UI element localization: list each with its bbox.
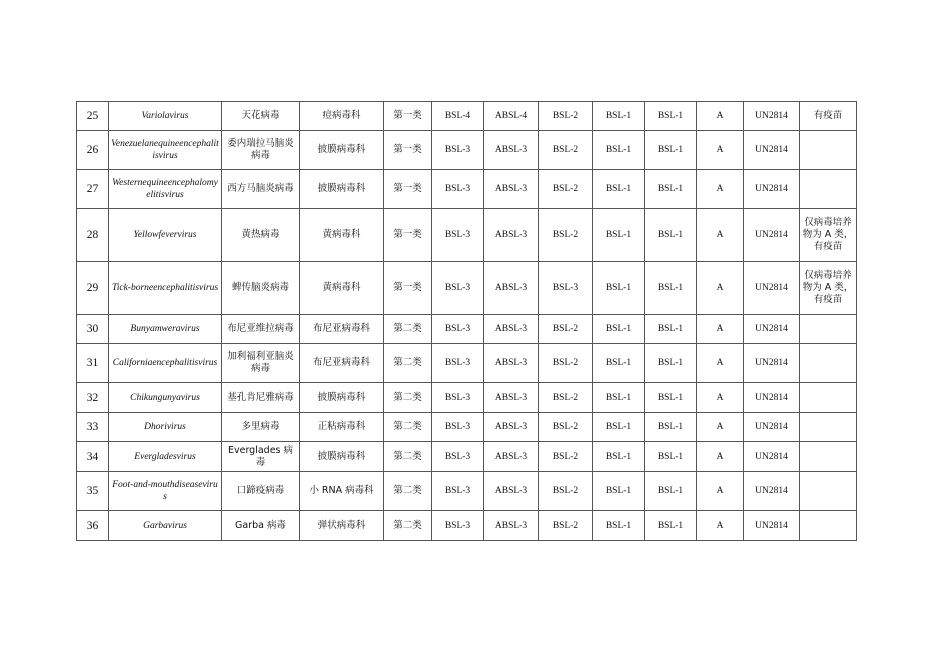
virus-family: 痘病毒科 (300, 102, 384, 131)
lab-level-inactivated: BSL-2 (539, 315, 593, 344)
virus-latin-name: Tick-borneencephalitisvirus (109, 262, 222, 315)
animal-lab-level: ABSL-3 (484, 262, 539, 315)
lab-level-other: BSL-1 (645, 170, 697, 209)
row-number: 27 (77, 170, 109, 209)
lab-level-other: BSL-1 (645, 131, 697, 170)
lab-level-culture: BSL-3 (432, 383, 484, 413)
transport-category: A (697, 511, 744, 541)
table-row (77, 511, 857, 541)
lab-level-inactivated: BSL-2 (539, 442, 593, 472)
lab-level-noninfectious: BSL-1 (593, 170, 645, 209)
lab-level-inactivated: BSL-2 (539, 511, 593, 541)
lab-level-noninfectious: BSL-1 (593, 102, 645, 131)
remarks (800, 131, 857, 170)
virus-latin-name: Chikungunyavirus (109, 383, 222, 413)
virus-latin-name: Evergladesvirus (109, 442, 222, 472)
un-number: UN2814 (744, 315, 800, 344)
row-number: 29 (77, 262, 109, 315)
lab-level-noninfectious: BSL-1 (593, 413, 645, 442)
virus-family: 黄病毒科 (300, 262, 384, 315)
lab-level-noninfectious: BSL-1 (593, 209, 645, 262)
row-number: 32 (77, 383, 109, 413)
un-number: UN2814 (744, 344, 800, 383)
lab-level-other: BSL-1 (645, 315, 697, 344)
lab-level-other: BSL-1 (645, 344, 697, 383)
lab-level-other: BSL-1 (645, 102, 697, 131)
hazard-class: 第二类 (384, 315, 432, 344)
virus-family: 黄病毒科 (300, 209, 384, 262)
hazard-class: 第二类 (384, 413, 432, 442)
transport-category: A (697, 209, 744, 262)
transport-category: A (697, 131, 744, 170)
transport-category: A (697, 102, 744, 131)
table-row (77, 102, 857, 131)
lab-level-noninfectious: BSL-1 (593, 262, 645, 315)
virus-chinese-name: 基孔肯尼雅病毒 (222, 383, 300, 413)
lab-level-culture: BSL-3 (432, 413, 484, 442)
virus-chinese-name: 加利福利亚脑炎病毒 (222, 344, 300, 383)
lab-level-other: BSL-1 (645, 413, 697, 442)
virus-family: 小 RNA 病毒科 (300, 472, 384, 511)
lab-level-inactivated: BSL-2 (539, 131, 593, 170)
lab-level-culture: BSL-3 (432, 131, 484, 170)
lab-level-inactivated: BSL-2 (539, 209, 593, 262)
virus-family: 布尼亚病毒科 (300, 315, 384, 344)
table-row (77, 262, 857, 315)
animal-lab-level: ABSL-4 (484, 102, 539, 131)
virus-chinese-name: 口蹄疫病毒 (222, 472, 300, 511)
lab-level-culture: BSL-3 (432, 442, 484, 472)
virus-family: 正粘病毒科 (300, 413, 384, 442)
row-number: 36 (77, 511, 109, 541)
hazard-class: 第二类 (384, 472, 432, 511)
lab-level-other: BSL-1 (645, 472, 697, 511)
animal-lab-level: ABSL-3 (484, 315, 539, 344)
virus-family: 披膜病毒科 (300, 170, 384, 209)
transport-category: A (697, 262, 744, 315)
table-body (77, 102, 857, 541)
hazard-class: 第一类 (384, 209, 432, 262)
remarks (800, 315, 857, 344)
row-number: 25 (77, 102, 109, 131)
transport-category: A (697, 170, 744, 209)
virus-chinese-name: 布尼亚维拉病毒 (222, 315, 300, 344)
hazard-class: 第二类 (384, 442, 432, 472)
transport-category: A (697, 344, 744, 383)
virus-chinese-name: Garba 病毒 (222, 511, 300, 541)
row-number: 33 (77, 413, 109, 442)
lab-level-inactivated: BSL-2 (539, 413, 593, 442)
transport-category: A (697, 472, 744, 511)
lab-level-inactivated: BSL-2 (539, 170, 593, 209)
virus-chinese-name: 黄热病毒 (222, 209, 300, 262)
hazard-class: 第一类 (384, 131, 432, 170)
lab-level-other: BSL-1 (645, 442, 697, 472)
lab-level-culture: BSL-3 (432, 472, 484, 511)
remarks (800, 344, 857, 383)
lab-level-inactivated: BSL-2 (539, 102, 593, 131)
animal-lab-level: ABSL-3 (484, 170, 539, 209)
pathogen-table (76, 101, 857, 541)
un-number: UN2814 (744, 170, 800, 209)
table-row (77, 131, 857, 170)
remarks: 仅病毒培养物为 A 类，有疫苗 (800, 209, 857, 262)
table-row (77, 170, 857, 209)
un-number: UN2814 (744, 262, 800, 315)
remarks: 有疫苗 (800, 102, 857, 131)
virus-latin-name: Bunyamweravirus (109, 315, 222, 344)
hazard-class: 第一类 (384, 102, 432, 131)
virus-chinese-name: 多里病毒 (222, 413, 300, 442)
row-number: 34 (77, 442, 109, 472)
row-number: 28 (77, 209, 109, 262)
row-number: 31 (77, 344, 109, 383)
un-number: UN2814 (744, 472, 800, 511)
remarks (800, 472, 857, 511)
lab-level-noninfectious: BSL-1 (593, 442, 645, 472)
table-row (77, 209, 857, 262)
lab-level-noninfectious: BSL-1 (593, 511, 645, 541)
transport-category: A (697, 442, 744, 472)
virus-chinese-name: Everglades 病毒 (222, 442, 300, 472)
virus-family: 弹状病毒科 (300, 511, 384, 541)
virus-latin-name: Californiaencephalitisvirus (109, 344, 222, 383)
remarks (800, 442, 857, 472)
lab-level-culture: BSL-3 (432, 209, 484, 262)
virus-chinese-name: 委内瑞拉马脑炎病毒 (222, 131, 300, 170)
un-number: UN2814 (744, 102, 800, 131)
un-number: UN2814 (744, 511, 800, 541)
lab-level-inactivated: BSL-2 (539, 344, 593, 383)
remarks (800, 170, 857, 209)
lab-level-culture: BSL-3 (432, 511, 484, 541)
hazard-class: 第二类 (384, 511, 432, 541)
virus-latin-name: Garbavirus (109, 511, 222, 541)
un-number: UN2814 (744, 209, 800, 262)
lab-level-noninfectious: BSL-1 (593, 472, 645, 511)
virus-latin-name: Yellowfevervirus (109, 209, 222, 262)
virus-latin-name: Variolavirus (109, 102, 222, 131)
lab-level-culture: BSL-3 (432, 170, 484, 209)
animal-lab-level: ABSL-3 (484, 511, 539, 541)
lab-level-noninfectious: BSL-1 (593, 383, 645, 413)
animal-lab-level: ABSL-3 (484, 413, 539, 442)
row-number: 35 (77, 472, 109, 511)
lab-level-inactivated: BSL-2 (539, 472, 593, 511)
lab-level-noninfectious: BSL-1 (593, 131, 645, 170)
virus-family: 布尼亚病毒科 (300, 344, 384, 383)
table-row (77, 442, 857, 472)
lab-level-inactivated: BSL-3 (539, 262, 593, 315)
lab-level-culture: BSL-3 (432, 262, 484, 315)
un-number: UN2814 (744, 131, 800, 170)
virus-latin-name: Dhorivirus (109, 413, 222, 442)
animal-lab-level: ABSL-3 (484, 344, 539, 383)
table-row (77, 472, 857, 511)
virus-chinese-name: 天花病毒 (222, 102, 300, 131)
virus-latin-name: Westernequineencephalomyelitisvirus (109, 170, 222, 209)
animal-lab-level: ABSL-3 (484, 209, 539, 262)
lab-level-culture: BSL-3 (432, 315, 484, 344)
lab-level-other: BSL-1 (645, 383, 697, 413)
animal-lab-level: ABSL-3 (484, 472, 539, 511)
virus-chinese-name: 蜱传脑炎病毒 (222, 262, 300, 315)
lab-level-other: BSL-1 (645, 262, 697, 315)
virus-latin-name: Foot-and-mouthdiseasevirus (109, 472, 222, 511)
animal-lab-level: ABSL-3 (484, 442, 539, 472)
lab-level-noninfectious: BSL-1 (593, 344, 645, 383)
un-number: UN2814 (744, 413, 800, 442)
row-number: 30 (77, 315, 109, 344)
un-number: UN2814 (744, 383, 800, 413)
lab-level-other: BSL-1 (645, 209, 697, 262)
transport-category: A (697, 315, 744, 344)
transport-category: A (697, 413, 744, 442)
lab-level-inactivated: BSL-2 (539, 383, 593, 413)
remarks (800, 413, 857, 442)
table-row (77, 344, 857, 383)
virus-family: 披膜病毒科 (300, 442, 384, 472)
hazard-class: 第一类 (384, 170, 432, 209)
hazard-class: 第二类 (384, 383, 432, 413)
un-number: UN2814 (744, 442, 800, 472)
table-row (77, 315, 857, 344)
remarks (800, 383, 857, 413)
lab-level-other: BSL-1 (645, 511, 697, 541)
virus-family: 披膜病毒科 (300, 383, 384, 413)
lab-level-culture: BSL-3 (432, 344, 484, 383)
table-row (77, 413, 857, 442)
lab-level-culture: BSL-4 (432, 102, 484, 131)
remarks (800, 511, 857, 541)
hazard-class: 第二类 (384, 344, 432, 383)
animal-lab-level: ABSL-3 (484, 131, 539, 170)
transport-category: A (697, 383, 744, 413)
hazard-class: 第一类 (384, 262, 432, 315)
lab-level-noninfectious: BSL-1 (593, 315, 645, 344)
table-row (77, 383, 857, 413)
virus-latin-name: Venezuelanequineencephalitisvirus (109, 131, 222, 170)
virus-family: 披膜病毒科 (300, 131, 384, 170)
remarks: 仅病毒培养物为 A 类，有疫苗 (800, 262, 857, 315)
animal-lab-level: ABSL-3 (484, 383, 539, 413)
row-number: 26 (77, 131, 109, 170)
virus-chinese-name: 西方马脑炎病毒 (222, 170, 300, 209)
